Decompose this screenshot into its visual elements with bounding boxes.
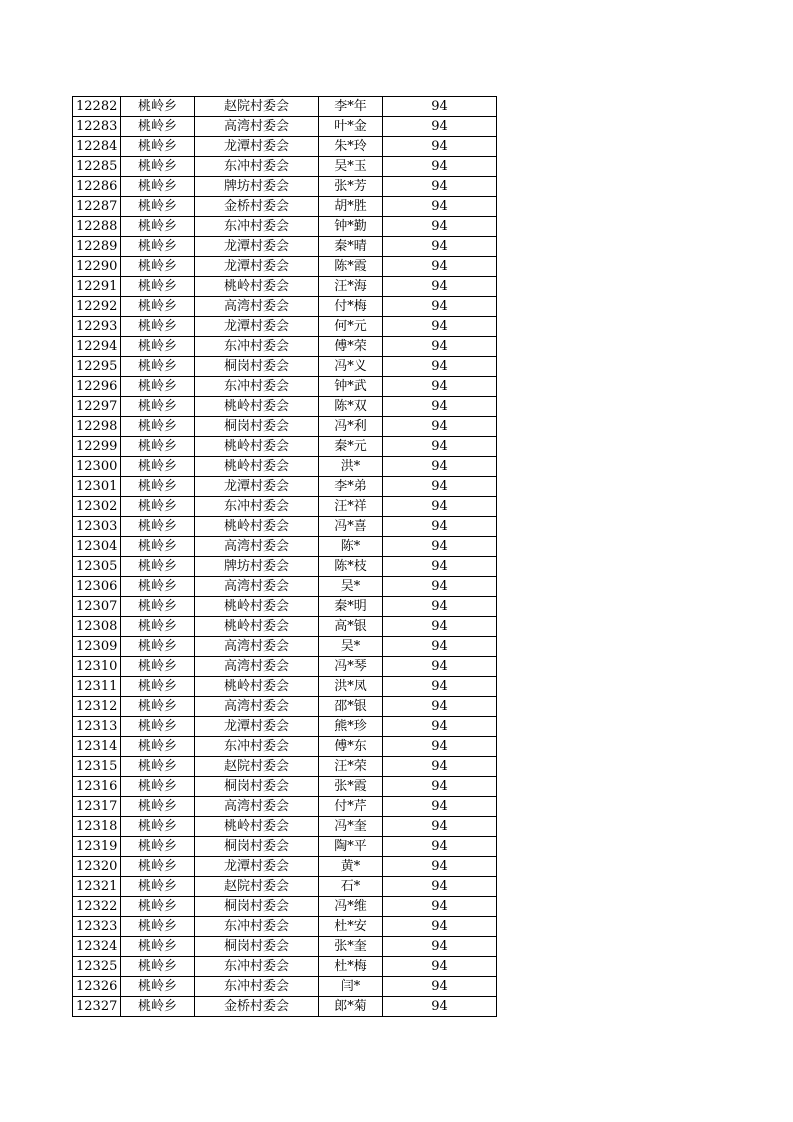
village-cell: 东冲村委会: [195, 377, 319, 397]
score-cell: 94: [383, 177, 497, 197]
person-name-cell: 何*元: [319, 317, 383, 337]
village-cell: 桐岗村委会: [195, 897, 319, 917]
village-cell: 桃岭村委会: [195, 397, 319, 417]
village-cell: 东冲村委会: [195, 217, 319, 237]
table-row: [73, 997, 497, 1017]
table-row: [73, 437, 497, 457]
record-id-cell: 12289: [73, 237, 121, 257]
person-name-cell: 冯*奎: [319, 817, 383, 837]
table-row: [73, 517, 497, 537]
record-id-cell: 12313: [73, 717, 121, 737]
town-cell: 桃岭乡: [121, 817, 195, 837]
person-name-cell: 胡*胜: [319, 197, 383, 217]
town-cell: 桃岭乡: [121, 757, 195, 777]
score-cell: 94: [383, 317, 497, 337]
person-name-cell: 熊*珍: [319, 717, 383, 737]
record-id-cell: 12323: [73, 917, 121, 937]
village-cell: 高湾村委会: [195, 637, 319, 657]
table-row: [73, 217, 497, 237]
table-row: [73, 717, 497, 737]
record-id-cell: 12308: [73, 617, 121, 637]
score-cell: 94: [383, 397, 497, 417]
table-row: [73, 657, 497, 677]
person-name-cell: 陈*霞: [319, 257, 383, 277]
record-id-cell: 12311: [73, 677, 121, 697]
town-cell: 桃岭乡: [121, 957, 195, 977]
score-cell: 94: [383, 97, 497, 117]
village-cell: 高湾村委会: [195, 697, 319, 717]
table-row: [73, 897, 497, 917]
score-cell: 94: [383, 657, 497, 677]
person-name-cell: 傅*东: [319, 737, 383, 757]
town-cell: 桃岭乡: [121, 597, 195, 617]
score-cell: 94: [383, 697, 497, 717]
town-cell: 桃岭乡: [121, 457, 195, 477]
village-cell: 龙潭村委会: [195, 317, 319, 337]
village-cell: 金桥村委会: [195, 997, 319, 1017]
person-name-cell: 秦*明: [319, 597, 383, 617]
table-row: [73, 957, 497, 977]
person-name-cell: 付*梅: [319, 297, 383, 317]
table-row: [73, 177, 497, 197]
person-name-cell: 吴*: [319, 577, 383, 597]
person-name-cell: 张*霞: [319, 777, 383, 797]
table-row: [73, 297, 497, 317]
person-name-cell: 冯*喜: [319, 517, 383, 537]
score-cell: 94: [383, 357, 497, 377]
town-cell: 桃岭乡: [121, 977, 195, 997]
person-name-cell: 石*: [319, 877, 383, 897]
town-cell: 桃岭乡: [121, 137, 195, 157]
record-id-cell: 12295: [73, 357, 121, 377]
village-cell: 高湾村委会: [195, 537, 319, 557]
record-id-cell: 12302: [73, 497, 121, 517]
table-row: [73, 157, 497, 177]
town-cell: 桃岭乡: [121, 577, 195, 597]
town-cell: 桃岭乡: [121, 937, 195, 957]
table-row: [73, 837, 497, 857]
town-cell: 桃岭乡: [121, 197, 195, 217]
record-id-cell: 12305: [73, 557, 121, 577]
record-id-cell: 12297: [73, 397, 121, 417]
score-cell: 94: [383, 957, 497, 977]
village-cell: 东冲村委会: [195, 737, 319, 757]
village-cell: 桐岗村委会: [195, 777, 319, 797]
score-cell: 94: [383, 617, 497, 637]
village-cell: 龙潭村委会: [195, 257, 319, 277]
village-cell: 东冲村委会: [195, 337, 319, 357]
record-id-cell: 12326: [73, 977, 121, 997]
table-row: [73, 397, 497, 417]
person-name-cell: 张*芳: [319, 177, 383, 197]
person-name-cell: 杜*梅: [319, 957, 383, 977]
town-cell: 桃岭乡: [121, 117, 195, 137]
table-row: [73, 577, 497, 597]
record-id-cell: 12291: [73, 277, 121, 297]
village-cell: 金桥村委会: [195, 197, 319, 217]
score-cell: 94: [383, 997, 497, 1017]
table-row: [73, 357, 497, 377]
table-row: [73, 537, 497, 557]
town-cell: 桃岭乡: [121, 477, 195, 497]
table-row: [73, 457, 497, 477]
village-cell: 龙潭村委会: [195, 857, 319, 877]
score-cell: 94: [383, 637, 497, 657]
village-cell: 赵院村委会: [195, 877, 319, 897]
record-id-cell: 12284: [73, 137, 121, 157]
record-id-cell: 12318: [73, 817, 121, 837]
score-cell: 94: [383, 497, 497, 517]
record-id-cell: 12322: [73, 897, 121, 917]
score-cell: 94: [383, 897, 497, 917]
town-cell: 桃岭乡: [121, 297, 195, 317]
town-cell: 桃岭乡: [121, 697, 195, 717]
town-cell: 桃岭乡: [121, 217, 195, 237]
town-cell: 桃岭乡: [121, 677, 195, 697]
score-cell: 94: [383, 337, 497, 357]
person-name-cell: 邵*银: [319, 697, 383, 717]
score-cell: 94: [383, 477, 497, 497]
score-cell: 94: [383, 457, 497, 477]
town-cell: 桃岭乡: [121, 257, 195, 277]
table-row: [73, 637, 497, 657]
table-row: [73, 337, 497, 357]
village-cell: 牌坊村委会: [195, 177, 319, 197]
table-row: [73, 857, 497, 877]
town-cell: 桃岭乡: [121, 437, 195, 457]
score-cell: 94: [383, 797, 497, 817]
village-cell: 赵院村委会: [195, 757, 319, 777]
person-name-cell: 陶*平: [319, 837, 383, 857]
person-name-cell: 傅*荣: [319, 337, 383, 357]
person-name-cell: 陈*: [319, 537, 383, 557]
score-cell: 94: [383, 597, 497, 617]
table-row: [73, 377, 497, 397]
record-id-cell: 12327: [73, 997, 121, 1017]
town-cell: 桃岭乡: [121, 497, 195, 517]
record-id-cell: 12306: [73, 577, 121, 597]
town-cell: 桃岭乡: [121, 517, 195, 537]
village-cell: 高湾村委会: [195, 657, 319, 677]
village-cell: 高湾村委会: [195, 117, 319, 137]
village-cell: 龙潭村委会: [195, 477, 319, 497]
score-cell: 94: [383, 197, 497, 217]
town-cell: 桃岭乡: [121, 737, 195, 757]
score-cell: 94: [383, 437, 497, 457]
village-cell: 桐岗村委会: [195, 417, 319, 437]
score-cell: 94: [383, 677, 497, 697]
person-name-cell: 闫*: [319, 977, 383, 997]
village-cell: 桃岭村委会: [195, 817, 319, 837]
town-cell: 桃岭乡: [121, 537, 195, 557]
record-id-cell: 12304: [73, 537, 121, 557]
village-cell: 桐岗村委会: [195, 837, 319, 857]
score-cell: 94: [383, 917, 497, 937]
record-id-cell: 12290: [73, 257, 121, 277]
record-id-cell: 12310: [73, 657, 121, 677]
person-name-cell: 陈*双: [319, 397, 383, 417]
person-name-cell: 冯*利: [319, 417, 383, 437]
table-row: [73, 937, 497, 957]
record-id-cell: 12286: [73, 177, 121, 197]
village-cell: 东冲村委会: [195, 917, 319, 937]
table-row: [73, 757, 497, 777]
table-row: [73, 877, 497, 897]
table-row: [73, 237, 497, 257]
town-cell: 桃岭乡: [121, 917, 195, 937]
town-cell: 桃岭乡: [121, 657, 195, 677]
village-cell: 桃岭村委会: [195, 597, 319, 617]
town-cell: 桃岭乡: [121, 877, 195, 897]
person-name-cell: 冯*琴: [319, 657, 383, 677]
village-cell: 赵院村委会: [195, 97, 319, 117]
score-cell: 94: [383, 837, 497, 857]
score-cell: 94: [383, 377, 497, 397]
table-row: [73, 817, 497, 837]
town-cell: 桃岭乡: [121, 357, 195, 377]
village-cell: 东冲村委会: [195, 977, 319, 997]
score-cell: 94: [383, 297, 497, 317]
score-cell: 94: [383, 557, 497, 577]
record-id-cell: 12314: [73, 737, 121, 757]
table-row: [73, 277, 497, 297]
village-cell: 龙潭村委会: [195, 137, 319, 157]
person-name-cell: 黄*: [319, 857, 383, 877]
village-cell: 桐岗村委会: [195, 937, 319, 957]
person-name-cell: 秦*晴: [319, 237, 383, 257]
table-row: [73, 977, 497, 997]
score-cell: 94: [383, 737, 497, 757]
town-cell: 桃岭乡: [121, 157, 195, 177]
score-cell: 94: [383, 277, 497, 297]
score-cell: 94: [383, 417, 497, 437]
record-id-cell: 12315: [73, 757, 121, 777]
table-row: [73, 597, 497, 617]
score-cell: 94: [383, 237, 497, 257]
village-cell: 龙潭村委会: [195, 717, 319, 737]
score-cell: 94: [383, 577, 497, 597]
person-name-cell: 郎*菊: [319, 997, 383, 1017]
record-id-cell: 12296: [73, 377, 121, 397]
person-name-cell: 冯*义: [319, 357, 383, 377]
person-name-cell: 钟*勤: [319, 217, 383, 237]
village-cell: 牌坊村委会: [195, 557, 319, 577]
village-cell: 桃岭村委会: [195, 617, 319, 637]
table-row: [73, 197, 497, 217]
record-id-cell: 12321: [73, 877, 121, 897]
town-cell: 桃岭乡: [121, 637, 195, 657]
town-cell: 桃岭乡: [121, 97, 195, 117]
score-cell: 94: [383, 777, 497, 797]
score-cell: 94: [383, 817, 497, 837]
score-cell: 94: [383, 257, 497, 277]
town-cell: 桃岭乡: [121, 337, 195, 357]
village-cell: 东冲村委会: [195, 957, 319, 977]
records-table-body: [73, 97, 497, 1017]
table-row: [73, 777, 497, 797]
record-id-cell: 12309: [73, 637, 121, 657]
town-cell: 桃岭乡: [121, 317, 195, 337]
record-id-cell: 12293: [73, 317, 121, 337]
village-cell: 桐岗村委会: [195, 357, 319, 377]
score-cell: 94: [383, 937, 497, 957]
table-row: [73, 317, 497, 337]
village-cell: 东冲村委会: [195, 497, 319, 517]
town-cell: 桃岭乡: [121, 777, 195, 797]
person-name-cell: 张*奎: [319, 937, 383, 957]
record-id-cell: 12300: [73, 457, 121, 477]
record-id-cell: 12301: [73, 477, 121, 497]
person-name-cell: 叶*金: [319, 117, 383, 137]
record-id-cell: 12303: [73, 517, 121, 537]
town-cell: 桃岭乡: [121, 997, 195, 1017]
town-cell: 桃岭乡: [121, 417, 195, 437]
person-name-cell: 冯*维: [319, 897, 383, 917]
person-name-cell: 吴*: [319, 637, 383, 657]
score-cell: 94: [383, 157, 497, 177]
record-id-cell: 12294: [73, 337, 121, 357]
person-name-cell: 杜*安: [319, 917, 383, 937]
person-name-cell: 汪*海: [319, 277, 383, 297]
score-cell: 94: [383, 217, 497, 237]
score-cell: 94: [383, 977, 497, 997]
record-id-cell: 12299: [73, 437, 121, 457]
village-cell: 高湾村委会: [195, 797, 319, 817]
village-cell: 高湾村委会: [195, 297, 319, 317]
person-name-cell: 高*银: [319, 617, 383, 637]
table-row: [73, 797, 497, 817]
record-id-cell: 12316: [73, 777, 121, 797]
person-name-cell: 朱*玲: [319, 137, 383, 157]
score-cell: 94: [383, 537, 497, 557]
person-name-cell: 付*芹: [319, 797, 383, 817]
score-cell: 94: [383, 517, 497, 537]
table-row: [73, 117, 497, 137]
record-id-cell: 12285: [73, 157, 121, 177]
person-name-cell: 李*弟: [319, 477, 383, 497]
person-name-cell: 汪*荣: [319, 757, 383, 777]
record-id-cell: 12317: [73, 797, 121, 817]
score-cell: 94: [383, 857, 497, 877]
table-row: [73, 697, 497, 717]
village-cell: 东冲村委会: [195, 157, 319, 177]
village-cell: 龙潭村委会: [195, 237, 319, 257]
town-cell: 桃岭乡: [121, 377, 195, 397]
village-cell: 高湾村委会: [195, 577, 319, 597]
person-name-cell: 吴*玉: [319, 157, 383, 177]
village-cell: 桃岭村委会: [195, 277, 319, 297]
town-cell: 桃岭乡: [121, 617, 195, 637]
person-name-cell: 秦*元: [319, 437, 383, 457]
town-cell: 桃岭乡: [121, 797, 195, 817]
person-name-cell: 洪*: [319, 457, 383, 477]
score-cell: 94: [383, 137, 497, 157]
record-id-cell: 12288: [73, 217, 121, 237]
table-row: [73, 677, 497, 697]
score-cell: 94: [383, 717, 497, 737]
town-cell: 桃岭乡: [121, 857, 195, 877]
record-id-cell: 12292: [73, 297, 121, 317]
town-cell: 桃岭乡: [121, 897, 195, 917]
town-cell: 桃岭乡: [121, 557, 195, 577]
town-cell: 桃岭乡: [121, 277, 195, 297]
town-cell: 桃岭乡: [121, 837, 195, 857]
person-name-cell: 汪*祥: [319, 497, 383, 517]
village-cell: 桃岭村委会: [195, 677, 319, 697]
score-cell: 94: [383, 757, 497, 777]
table-row: [73, 257, 497, 277]
table-row: [73, 917, 497, 937]
table-row: [73, 417, 497, 437]
record-id-cell: 12324: [73, 937, 121, 957]
table-row: [73, 477, 497, 497]
town-cell: 桃岭乡: [121, 177, 195, 197]
record-id-cell: 12312: [73, 697, 121, 717]
village-cell: 桃岭村委会: [195, 437, 319, 457]
record-id-cell: 12320: [73, 857, 121, 877]
record-id-cell: 12298: [73, 417, 121, 437]
table-row: [73, 737, 497, 757]
record-id-cell: 12319: [73, 837, 121, 857]
record-id-cell: 12282: [73, 97, 121, 117]
record-id-cell: 12307: [73, 597, 121, 617]
record-id-cell: 12283: [73, 117, 121, 137]
record-id-cell: 12325: [73, 957, 121, 977]
table-row: [73, 497, 497, 517]
town-cell: 桃岭乡: [121, 237, 195, 257]
village-cell: 桃岭村委会: [195, 517, 319, 537]
town-cell: 桃岭乡: [121, 717, 195, 737]
records-table: [72, 96, 497, 1017]
person-name-cell: 洪*凤: [319, 677, 383, 697]
score-cell: 94: [383, 117, 497, 137]
score-cell: 94: [383, 877, 497, 897]
person-name-cell: 钟*武: [319, 377, 383, 397]
table-row: [73, 137, 497, 157]
table-row: [73, 97, 497, 117]
person-name-cell: 李*年: [319, 97, 383, 117]
town-cell: 桃岭乡: [121, 397, 195, 417]
record-id-cell: 12287: [73, 197, 121, 217]
table-row: [73, 617, 497, 637]
person-name-cell: 陈*枝: [319, 557, 383, 577]
table-row: [73, 557, 497, 577]
village-cell: 桃岭村委会: [195, 457, 319, 477]
